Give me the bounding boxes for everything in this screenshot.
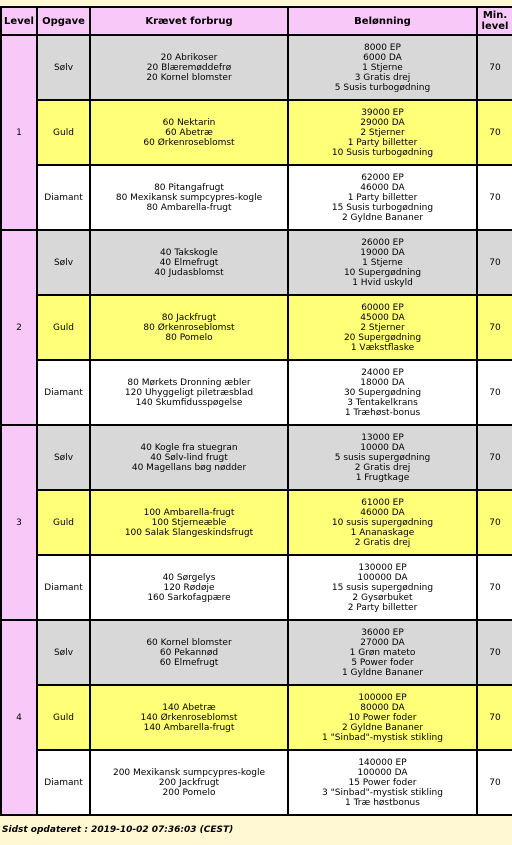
reward-item: 1 Frugtkage: [355, 472, 410, 483]
min-level-cell: 70: [478, 36, 512, 99]
reward-item: 15 susis supergødning: [331, 582, 434, 593]
level-cell: 1: [2, 36, 36, 229]
reward-cell: [289, 166, 476, 229]
min-level-cell: 70: [478, 751, 512, 814]
required-item: 80 Pomelo: [165, 332, 213, 343]
reward-item: 1 Træhøst-bonus: [344, 407, 421, 418]
tasks-table: [0, 6, 512, 816]
task-type-cell: Diamant: [38, 166, 89, 229]
reward-item: 2 Stjerner: [360, 127, 405, 138]
min-level-cell: 70: [478, 231, 512, 294]
reward-item: 1 Stjerne: [362, 257, 403, 268]
reward-item: 1 Vækstflaske: [350, 342, 415, 353]
header-row: [2, 8, 512, 34]
reward-item: 2 Gysørbuket: [352, 592, 413, 603]
reward-item: 2 Gyldne Bananer: [341, 212, 424, 223]
required-cell: [91, 166, 287, 229]
required-item: 60 Pekannød: [159, 647, 219, 658]
reward-cell: [289, 556, 476, 619]
required-item: 40 Kogle fra stuegran: [140, 442, 238, 453]
reward-item: 10000 DA: [360, 442, 405, 453]
reward-item: 1 Grøn mateto: [349, 647, 416, 658]
header-reward: Belønning: [289, 8, 476, 34]
reward-item: 130000 EP: [358, 562, 407, 573]
reward-item: 3 Tentakelkrans: [347, 397, 418, 408]
reward-item: 2 Gyldne Bananer: [341, 722, 424, 733]
reward-item: 10 susis supergødning: [331, 517, 434, 528]
task-type-cell: Sølv: [38, 426, 89, 489]
reward-item: 29000 DA: [360, 117, 405, 128]
reward-item: 30 Supergødning: [343, 387, 422, 398]
reward-item: 36000 EP: [361, 627, 404, 638]
reward-item: 2 Gratis drej: [354, 462, 411, 473]
last-updated: Sidst opdateret : 2019-10-02 07:36:03 (CEST): [2, 825, 234, 835]
reward-item: 10 Supergødning: [343, 267, 422, 278]
reward-cell: [289, 751, 476, 814]
reward-item: 62000 EP: [361, 172, 404, 183]
min-level-cell: 70: [478, 491, 512, 554]
reward-item: 24000 EP: [361, 367, 404, 378]
required-item: 40 Elmefrugt: [159, 257, 219, 268]
reward-item: 3 "Sinbad"-mystisk stikling: [322, 787, 443, 798]
reward-item: 19000 DA: [360, 247, 405, 258]
required-item: 100 Stjerneæble: [151, 517, 227, 528]
reward-item: 10 Power foder: [348, 712, 417, 723]
reward-item: 20 Supergødning: [343, 332, 422, 343]
required-cell: [91, 426, 287, 489]
level-cell: 3: [2, 426, 36, 619]
required-item: 60 Elmefrugt: [159, 657, 219, 668]
reward-item: 2 Gratis drej: [354, 537, 411, 548]
min-level-cell: 70: [478, 621, 512, 684]
required-item: 80 Ambarella-frugt: [146, 202, 232, 213]
table-row: [2, 361, 512, 424]
table-row: [2, 621, 512, 684]
reward-cell: [289, 296, 476, 359]
required-cell: [91, 101, 287, 164]
reward-item: 1 Party billetter: [347, 137, 418, 148]
reward-item: 15 Power foder: [348, 777, 417, 788]
table-row: [2, 296, 512, 359]
min-level-cell: 70: [478, 426, 512, 489]
reward-item: 1 Hvid uskyld: [352, 277, 413, 288]
reward-item: 1 Træ høstbonus: [345, 797, 420, 808]
required-item: 40 Magellans bøg nødder: [131, 462, 247, 473]
header-min-level: Min. level: [478, 8, 512, 34]
required-item: 40 Takskogle: [160, 247, 218, 258]
reward-item: 100000 DA: [357, 767, 408, 778]
reward-item: 140000 EP: [358, 757, 407, 768]
level-cell: 4: [2, 621, 36, 814]
table-row: [2, 166, 512, 229]
required-item: 200 Jackfrugt: [158, 777, 220, 788]
required-item: 200 Pomelo: [162, 787, 216, 798]
required-cell: [91, 686, 287, 749]
required-item: 200 Mexikansk sumpcypres-kogle: [112, 767, 266, 778]
reward-item: 2 Stjerner: [360, 322, 405, 333]
required-item: 140 Abetræ: [162, 702, 216, 713]
reward-item: 8000 EP: [364, 42, 401, 53]
task-type-cell: Guld: [38, 101, 89, 164]
task-type-cell: Diamant: [38, 751, 89, 814]
reward-item: 5 susis supergødning: [334, 452, 431, 463]
reward-item: 15 Susis turbogødning: [331, 202, 434, 213]
required-cell: [91, 751, 287, 814]
reward-item: 60000 EP: [361, 302, 404, 313]
task-type-cell: Diamant: [38, 556, 89, 619]
reward-cell: [289, 491, 476, 554]
reward-item: 100000 EP: [358, 692, 407, 703]
reward-item: 61000 EP: [361, 497, 404, 508]
min-level-cell: 70: [478, 166, 512, 229]
required-item: 80 Pitangafrugt: [154, 182, 224, 193]
reward-item: 39000 EP: [361, 107, 404, 118]
task-type-cell: Guld: [38, 491, 89, 554]
required-item: 20 Blæremøddefrø: [146, 62, 232, 73]
reward-item: 1 Party billetter: [347, 192, 418, 203]
required-item: 120 Uhyggeligt piletræsblad: [124, 387, 254, 398]
table-row: [2, 556, 512, 619]
required-cell: [91, 36, 287, 99]
required-item: 80 Mørkets Dronning æbler: [127, 377, 251, 388]
reward-item: 27000 DA: [360, 637, 405, 648]
required-item: 160 Sarkofagpære: [147, 592, 231, 603]
required-cell: [91, 556, 287, 619]
reward-item: 5 Power foder: [351, 657, 414, 668]
reward-item: 45000 DA: [360, 312, 405, 323]
reward-item: 1 Stjerne: [362, 62, 403, 73]
required-item: 80 Jackfrugt: [161, 312, 217, 323]
required-item: 60 Kornel blomster: [146, 637, 232, 648]
required-item: 120 Rødøje: [163, 582, 215, 593]
reward-item: 2 Party billetter: [347, 602, 418, 613]
reward-cell: [289, 231, 476, 294]
header-level: Level: [2, 8, 36, 34]
reward-cell: [289, 621, 476, 684]
required-item: 60 Nektarin: [162, 117, 216, 128]
required-cell: [91, 231, 287, 294]
task-type-cell: Guld: [38, 296, 89, 359]
table-row: [2, 686, 512, 749]
required-item: 40 Sølv-lind frugt: [150, 452, 228, 463]
required-item: 40 Judasblomst: [154, 267, 224, 278]
reward-cell: [289, 426, 476, 489]
reward-item: 46000 DA: [360, 507, 405, 518]
reward-item: 6000 DA: [363, 52, 402, 63]
reward-item: 1 Gyldne Bananer: [341, 667, 424, 678]
task-type-cell: Sølv: [38, 36, 89, 99]
level-cell: 2: [2, 231, 36, 424]
tasks-body: [2, 36, 512, 814]
task-type-cell: Sølv: [38, 231, 89, 294]
required-item: 140 Ambarella-frugt: [143, 722, 235, 733]
required-item: 80 Ørkenroseblomst: [143, 322, 235, 333]
reward-cell: [289, 686, 476, 749]
required-cell: [91, 621, 287, 684]
required-item: 80 Mexikansk sumpcypres-kogle: [115, 192, 263, 203]
required-item: 20 Abrikoser: [160, 52, 218, 63]
reward-item: 5 Susis turbogødning: [334, 82, 431, 93]
required-item: 60 Abetræ: [165, 127, 213, 138]
required-item: 100 Salak Slangeskindsfrugt: [124, 527, 254, 538]
reward-item: 26000 EP: [361, 237, 404, 248]
reward-item: 100000 DA: [357, 572, 408, 583]
required-item: 140 Ørkenroseblomst: [140, 712, 238, 723]
reward-item: 1 Ananaskage: [350, 527, 415, 538]
min-level-cell: 70: [478, 361, 512, 424]
required-cell: [91, 491, 287, 554]
task-type-cell: Diamant: [38, 361, 89, 424]
min-level-cell: 70: [478, 556, 512, 619]
required-item: 140 Skumfidusspøgelse: [135, 397, 243, 408]
reward-item: 1 "Sinbad"-mystisk stikling: [322, 732, 443, 743]
reward-item: 3 Gratis drej: [354, 72, 411, 83]
task-type-cell: Guld: [38, 686, 89, 749]
min-level-cell: 70: [478, 296, 512, 359]
table-row: [2, 231, 512, 294]
reward-item: 13000 EP: [361, 432, 404, 443]
required-item: 20 Kornel blomster: [146, 72, 232, 83]
required-cell: [91, 361, 287, 424]
min-level-cell: 70: [478, 686, 512, 749]
min-level-cell: 70: [478, 101, 512, 164]
table-row: [2, 426, 512, 489]
reward-item: 46000 DA: [360, 182, 405, 193]
table-row: [2, 36, 512, 99]
required-item: 100 Ambarella-frugt: [143, 507, 235, 518]
table-row: [2, 751, 512, 814]
task-type-cell: Sølv: [38, 621, 89, 684]
reward-cell: [289, 361, 476, 424]
required-item: 40 Sørgelys: [162, 572, 216, 583]
table-row: [2, 491, 512, 554]
table-row: [2, 101, 512, 164]
reward-item: 80000 DA: [360, 702, 405, 713]
reward-item: 10 Susis turbogødning: [331, 147, 434, 158]
reward-item: 18000 DA: [360, 377, 405, 388]
header-required: Krævet forbrug: [91, 8, 287, 34]
required-item: 60 Ørkenroseblomst: [143, 137, 235, 148]
reward-cell: [289, 36, 476, 99]
required-cell: [91, 296, 287, 359]
header-task: Opgave: [38, 8, 89, 34]
reward-cell: [289, 101, 476, 164]
